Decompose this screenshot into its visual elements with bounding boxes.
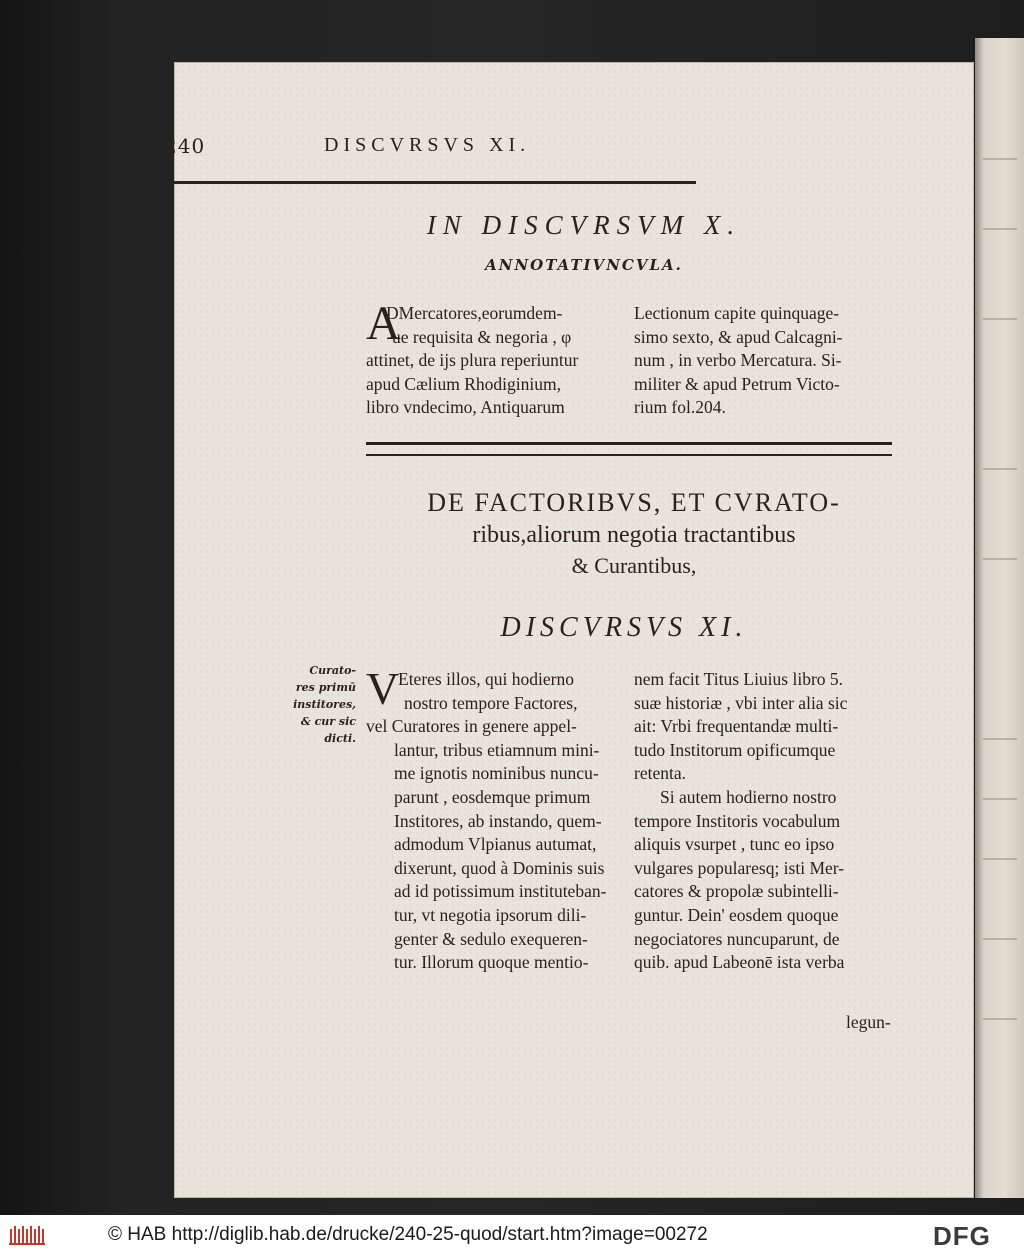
adjacent-page-edge	[975, 38, 1024, 1198]
section-title	[364, 488, 904, 579]
text-line: lantur, tribus etiamnum mini-	[394, 739, 600, 760]
text-line: vulgares popularesq; isti Mer-	[634, 857, 845, 878]
annotation-heading: IN DISCVRSVM X.	[426, 210, 742, 240]
catchword: legun-	[846, 1012, 891, 1032]
text-line: attinet, de ijs plura reperiuntur	[366, 350, 579, 371]
text-line: num , in verbo Mercatura. Si-	[634, 350, 842, 371]
text-line: libro vndecimo, Antiquarum	[366, 397, 565, 418]
annotation-left-column	[366, 297, 626, 420]
text-line: quib. apud Labeonē ista verba	[634, 952, 845, 973]
text-line: negociatores nuncuparunt, de	[634, 928, 840, 949]
drop-initial: A	[366, 297, 401, 350]
marginal-note-line: Curato-	[309, 664, 356, 677]
text-line: suæ historiæ , vbi inter alia sic	[634, 692, 848, 713]
footer-bar	[0, 1215, 1024, 1255]
text-line: rium fol.204.	[634, 397, 726, 418]
text-line: ad id potissimum instituteban-	[394, 881, 607, 902]
text-line: tempore Institoris vocabulum	[634, 810, 841, 831]
text-line: tudo Institorum opificumque	[634, 739, 836, 760]
text-line: nostro tempore Factores,	[404, 692, 578, 713]
header-rule	[170, 181, 696, 184]
text-line: dixerunt, quod à Dominis suis	[394, 857, 605, 878]
running-head	[164, 134, 724, 162]
text-line: nem facit Titus Liuius libro 5.	[634, 669, 844, 689]
body-right-column	[634, 668, 904, 975]
text-line: apud Cælium Rhodiginium,	[366, 373, 561, 394]
copyright-link[interactable]: © HAB http://diglib.hab.de/drucke/240-25-quod/start.htm?image=00272	[108, 1224, 708, 1245]
text-line: aliquis vsurpet , tunc eo ipso	[634, 834, 835, 855]
body-left-column	[366, 663, 626, 975]
marginal-note	[286, 662, 356, 747]
section-title-line: DE FACTORIBVS, ET CVRATO-	[427, 488, 841, 517]
text-line: simo sexto, & apud Calcagni-	[634, 326, 843, 347]
section-title-line: & Curantibus,	[571, 553, 697, 578]
text-line: DMercatores,eorumdem-	[386, 303, 563, 323]
text-line: me ignotis nominibus nuncu-	[394, 763, 599, 784]
marginal-note-line: dicti.	[324, 732, 356, 745]
text-line: Institores, ab instando, quem-	[394, 810, 602, 831]
text-line: ue requisita & negoria , φ	[392, 326, 572, 347]
book-page	[164, 62, 974, 1198]
marginal-note-line: & cur sic	[300, 715, 356, 728]
text-line: parunt , eosdemque primum	[394, 786, 591, 807]
section-rule-top	[366, 442, 892, 445]
text-line: Si autem hodierno nostro	[660, 786, 837, 807]
text-line: Eteres illos, qui hodierno	[398, 669, 574, 689]
text-line: tur. Illorum quoque mentio-	[394, 952, 589, 973]
text-line: Lectionum capite quinquage-	[634, 303, 840, 323]
annotation-right-column	[634, 302, 894, 420]
text-line: guntur. Dein' eosdem quoque	[634, 904, 839, 925]
text-line: vel Curatores in genere appel-	[366, 716, 577, 737]
marginal-note-line: institores,	[293, 698, 356, 711]
running-title: DISCVRSVS XI.	[324, 134, 531, 156]
text-line: tur, vt negotia ipsorum dili-	[394, 904, 587, 925]
annotation-subheading: ANNOTATIVNCVLA.	[485, 256, 683, 274]
text-line: admodum Vlpianus autumat,	[394, 834, 597, 855]
page-number: 240	[164, 134, 206, 158]
section-rule-bottom	[366, 454, 892, 456]
text-line: retenta.	[634, 763, 686, 784]
dfg-logo[interactable]: DFG	[933, 1221, 991, 1251]
text-line: militer & apud Petrum Victo-	[634, 373, 840, 394]
text-line: catores & propolæ subintelli-	[634, 881, 839, 902]
text-line: genter & sedulo exequeren-	[394, 928, 588, 949]
discursus-heading: DISCVRSVS XI.	[500, 612, 748, 643]
text-line: ait: Vrbi frequentandæ multi-	[634, 716, 839, 737]
hab-logo-icon[interactable]	[8, 1223, 48, 1247]
drop-initial: V	[366, 663, 400, 714]
section-title-line: ribus,aliorum negotia tractantibus	[472, 522, 796, 548]
marginal-note-line: res primū	[295, 681, 356, 694]
